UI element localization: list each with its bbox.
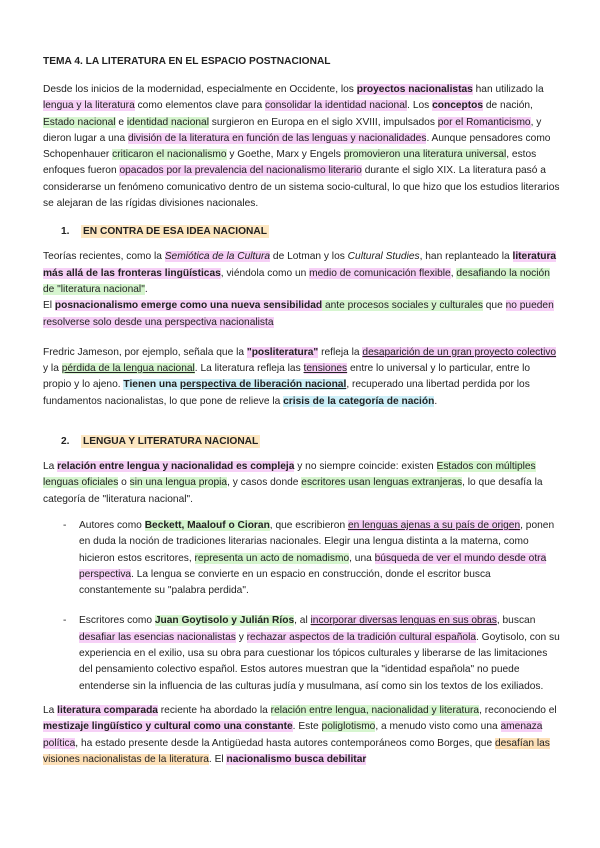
highlight: crisis de la categoría de nación xyxy=(283,395,435,407)
highlight: opacados por la prevalencia del nacionalismo literario xyxy=(119,165,362,177)
section-heading-2: 2. LENGUA Y LITERATURA NACIONAL xyxy=(61,436,259,448)
highlight: incorporar diversas lenguas en sus obras xyxy=(310,615,497,627)
section2-paragraph-1: La relación entre lengua y nacionalidad es compleja y no siempre coincide: existen Estados con múltiples lenguas oficiales o sin una lengua propia, y casos donde escritores usan lenguas extranjeras, lo que desafía la categoría de "literatura nacional". xyxy=(43,461,543,505)
highlight: desaparición de un gran proyecto colectivo xyxy=(362,346,557,358)
highlight: conceptos xyxy=(432,100,484,112)
highlight: relación entre lengua y nacionalidad es compleja xyxy=(57,461,295,473)
intro-paragraph: Desde los inicios de la modernidad, especialmente en Occidente, los proyectos nacionalistas han utilizado la lengua y la literatura como elementos clave para consolidar la identidad nacional. Los conceptos de nación, Estado nacional e identidad nacional surgieron en Europa en el siglo XVIII, impulsados por el Romanticismo, y dieron lugar a una división de la literatura en función de las lenguas y nacionalidades. Aunque pensadores como Schopenhauer criticaron el nacionalismo y Goethe, Marx y Engels promovieron una literatura universal, estos enfoques fueron opacados por la prevalencia del nacionalismo literario durante el siglo XIX. La literatura pasó a considerarse un fenómeno comunicativo dentro de un sistema socio-cultural, lo que hizo que los estudios literarios se alejaran de las rígidas divisiones nacionales. xyxy=(43,84,560,210)
highlight: rechazar aspectos de la tradición cultural española xyxy=(246,631,476,643)
highlight: Semiótica de la Cultura xyxy=(164,251,271,263)
highlight: Estados con múltiples lenguas oficiales xyxy=(43,461,536,489)
highlight: más allá de las fronteras lingüísticas xyxy=(43,267,221,279)
highlight: desafían las visiones nacionalistas de la literatura xyxy=(43,737,550,765)
highlight: posnacionalismo emerge como una nueva sensibilidad xyxy=(54,300,323,312)
bullet-item-1: - Autores como Beckett, Maalouf o Cioran, que escribieron en lenguas ajenas a su país de origen, ponen en duda la noción de tradiciones literarias nacionales. Elegir una lengua distinta a la materna, como hicieron estos escritores, representa un acto de nomadismo, una búsqueda de ver el mundo desde otra perspectiva. La lengua se convierte en un espacio en construcción, donde el escritor busca constantemente su "palabra perdida". xyxy=(63,519,555,597)
highlight: mestizaje lingüístico y cultural como una constante xyxy=(43,721,293,733)
highlight: promovieron una literatura universal xyxy=(343,149,507,161)
highlight: Beckett, Maalouf o Cioran xyxy=(144,519,270,531)
highlight: Juan Goytisolo y Julián Ríos xyxy=(154,615,295,627)
highlight: sin una lengua propia xyxy=(129,477,228,489)
highlight: representa un acto de nomadismo xyxy=(194,552,350,564)
section1-paragraph-1: Teorías recientes, como la Semiótica de la Cultura de Lotman y los Cultural Studies, han replanteado la literatura más allá de las fronteras lingüísticas, viéndola como un medio de comunicación flexible, desafiando la noción de "literatura nacional". xyxy=(43,251,557,295)
highlight: proyectos nacionalistas xyxy=(356,84,473,95)
document-title: TEMA 4. LA LITERATURA EN EL ESPACIO POSTNACIONAL xyxy=(43,56,331,67)
highlight: tensiones xyxy=(303,363,348,375)
highlight: poliglotismo xyxy=(321,721,376,733)
highlight: lengua y la literatura xyxy=(43,100,135,112)
highlight: búsqueda de ver el mundo desde otra perspectiva xyxy=(79,552,547,580)
highlight: Tienen una perspectiva de liberación nacional xyxy=(123,379,347,391)
bullet-item-2: - Escritores como Juan Goytisolo y Julián Ríos, al incorporar diversas lenguas en sus obras, buscan desafiar las esencias nacionalistas y rechazar aspectos de la tradición cultural española. Goytisolo, con su experiencia en el exilio, usa su obra para cuestionar los tópicos culturales y liberarse de las limitaciones del pensamiento colectivo español. Estos autores muestran que la "identidad española" no puede entenderse sin la influencia de las culturas judía y musulmana, así como sin los textos de los exiliados. xyxy=(63,615,560,692)
highlight: criticaron el nacionalismo xyxy=(112,149,227,161)
highlight: medio de comunicación flexible xyxy=(309,267,451,279)
highlight: Estado nacional xyxy=(43,116,116,128)
highlight: en lenguas ajenas a su país de origen xyxy=(347,519,521,531)
highlight: nacionalismo busca debilitar xyxy=(226,753,367,765)
highlight: relación entre lengua, nacionalidad y literatura xyxy=(270,704,480,716)
section1-paragraph-3: Fredric Jameson, por ejemplo, señala que la "posliteratura" refleja la desaparición de un gran proyecto colectivo y la pérdida de la lengua nacional. La literatura refleja las tensiones entre lo universal y lo particular, entre lo propio y lo ajeno. Tienen una perspectiva de liberación nacional, recuperado una libertad perdida por los fundamentos nacionalistas, lo que pone de relieve la crisis de la categoría de nación. xyxy=(43,346,557,407)
highlight: pérdida de la lengua nacional xyxy=(61,363,195,375)
highlight: desafiando la noción de "literatura nacional" xyxy=(43,267,550,295)
highlight: literatura comparada xyxy=(57,704,158,716)
section1-paragraph-2: El posnacionalismo emerge como una nueva sensibilidad ante procesos sociales y culturales que no pueden resolverse solo desde una perspectiva nacionalista xyxy=(43,300,554,328)
highlight: por el Romanticismo xyxy=(437,116,531,128)
highlight: "posliteratura" xyxy=(246,346,319,358)
section2-paragraph-2: La literatura comparada reciente ha abordado la relación entre lengua, nacionalidad y literatura, reconociendo el mestizaje lingüístico y cultural como una constante. Este poliglotismo, a menudo visto como una amenaza política, ha estado presente desde la Antigüedad hasta autores contemporáneos como Borges, que desafían las visiones nacionalistas de la literatura. El nacionalismo busca debilitar xyxy=(43,704,557,765)
highlight: no pueden resolverse solo desde una perspectiva nacionalista xyxy=(43,300,554,328)
highlight: escritores usan lenguas extranjeras xyxy=(301,477,463,489)
highlight: ante procesos sociales y culturales xyxy=(322,300,483,312)
highlight: amenaza política xyxy=(43,721,543,749)
highlight: identidad nacional xyxy=(126,116,209,128)
highlight: desafiar las esencias nacionalistas xyxy=(79,631,236,643)
section-heading-1: 1. EN CONTRA DE ESA IDEA NACIONAL xyxy=(61,226,267,238)
highlight: división de la literatura en función de las lenguas y nacionalidades xyxy=(127,132,427,144)
highlight: consolidar la identidad nacional xyxy=(265,100,408,112)
highlight: literatura xyxy=(512,251,557,263)
